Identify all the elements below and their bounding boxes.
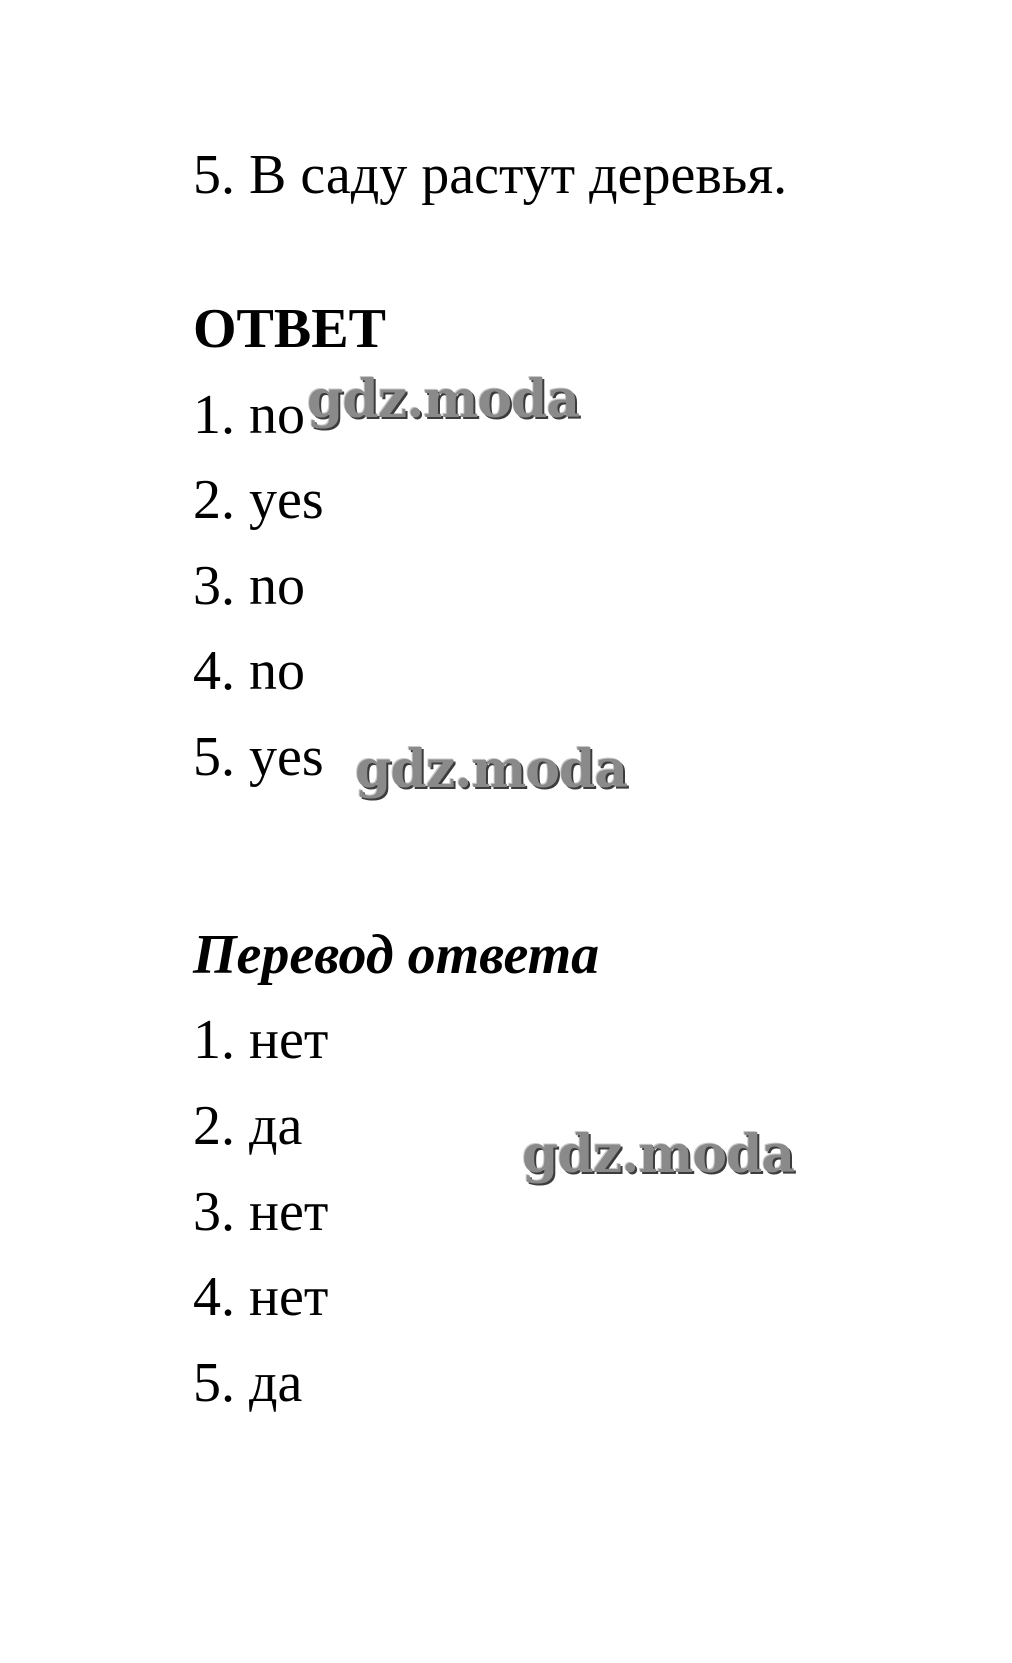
- answer-item-5: 5. yes: [193, 726, 324, 788]
- translation-item-1: 1. нет: [193, 1009, 329, 1071]
- watermark-2: gdz.moda: [355, 739, 628, 800]
- translation-heading: Перевод ответа: [193, 924, 600, 986]
- answer-item-4: 4. no: [193, 640, 305, 702]
- translation-item-4: 4. нет: [193, 1266, 329, 1328]
- watermark-1: gdz.moda: [307, 369, 580, 430]
- answer-item-3: 3. no: [193, 555, 305, 617]
- answer-item-1: 1. no: [193, 384, 305, 446]
- answer-item-2: 2. yes: [193, 469, 324, 531]
- translation-item-5: 5. да: [193, 1352, 303, 1414]
- watermark-3: gdz.moda: [522, 1124, 795, 1185]
- translation-item-3: 3. нет: [193, 1181, 329, 1243]
- sentence-line: 5. В саду растут деревья.: [193, 144, 788, 206]
- answer-heading: ОТВЕТ: [193, 298, 386, 360]
- translation-item-2: 2. да: [193, 1095, 303, 1157]
